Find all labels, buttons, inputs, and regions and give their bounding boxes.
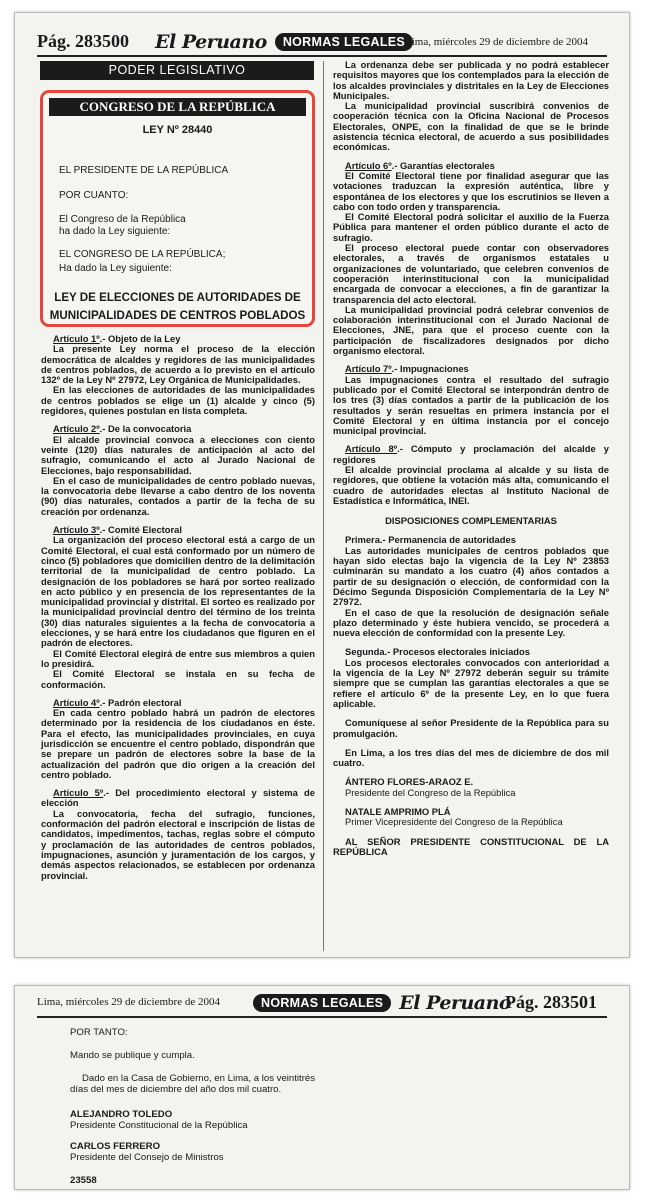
congress-banner: CONGRESO DE LA REPÚBLICA	[49, 98, 306, 116]
signatory-toledo: ALEJANDRO TOLEDO	[70, 1109, 173, 1120]
paragraph: En el caso de que la resolución de designación señale plazo determinado y éste hubiera vencido, se procederá a nueva elección de conformidad con la presente Ley.	[333, 606, 609, 639]
paragraph: El Comité Electoral elegirá de entre sus miembros a quien lo presidirá.	[41, 647, 315, 669]
paragraph: La municipalidad provincial suscribirá convenios de cooperación técnica con la Oficina Nacional de Procesos Electorales, ONPE, con la finalidad de que se le brinde asistencia técnica electoral, de acuerdo a sus posibilidades económicas.	[333, 100, 609, 153]
paragraph: En cada centro poblado habrá un padrón de electores determinado por la residencia de los ciudadanos en éste. Para el efecto, las municipalidades provinciales, en cuya jurisdicción se encuentre el centro poblado, dispondrán que se prepare un padrón de electores sobre la base de la actualización del padrón que dio origen a la creación del centro poblado.	[41, 707, 315, 780]
p2-brand-group	[253, 992, 511, 1014]
article-1-title: .- Objeto de la Ley	[99, 333, 181, 344]
document-code: 23558	[70, 1175, 97, 1186]
paragraph: Las impugnaciones contra el resultado del sufragio publicado por el Comité Electoral se interpondrán dentro de los tres (3) días contados a partir de la publicación de los resultados y serán resueltas en primera instancia por el Comité Electoral y en última instancia por el concejo municipal provincial.	[333, 373, 609, 437]
paragraph: La municipalidad provincial podrá celebrar convenios de colaboración interinstitucional con el Jurado Nacional de Elecciones, JNE, para que el proceso cuente con la participación de fiscalizadores designados por dicho organismo electoral.	[333, 303, 609, 357]
article-3-number: Artículo 3º	[53, 524, 100, 536]
article-8-heading	[333, 444, 609, 465]
congress-line-2: EL CONGRESO DE LA REPÚBLICA;	[59, 249, 226, 260]
mando-line: Mando se publique y cumpla.	[70, 1050, 195, 1061]
provision-1-heading: Primera.- Permanencia de autoridades	[345, 534, 516, 546]
article-3-title: .- Comité Electoral	[99, 524, 182, 536]
por-cuanto: POR CUANTO:	[59, 190, 129, 201]
addressee: AL SEÑOR PRESIDENTE CONSTITUCIONAL DE LA REPÚBLICA	[333, 835, 609, 857]
signatory-2-name: NATALE AMPRIMO PLÁ	[345, 806, 451, 817]
paragraph: En el caso de municipalidades de centro poblado nuevas, la convocatoria debe llevarse a cabo dentro de los noventa (90) días naturales, contados a partir de la fecha de su creación por ordenanza.	[41, 474, 315, 517]
paragraph: El proceso electoral puede contar con observadores electorales, a través de organismos estatales u organizaciones de voluntariado, que celebren convenios de cooperación interinstitucional con la municipalidad encargada de convocar a elecciones, a fin de garantizar la transparencia del acto electoral.	[333, 242, 609, 305]
column-divider	[323, 61, 324, 951]
page-number: Pág. 283501	[505, 992, 597, 1012]
p2-page-wrap	[505, 992, 597, 1013]
congress-line: El Congreso de la República	[59, 214, 186, 225]
law-header-box	[40, 90, 315, 327]
paragraph: El alcalde provincial convoca a elecciones con ciento veinte (120) días naturales de anticipación al acto del sufragio, comunicando el acto al Jurado Nacional de Elecciones, bajo responsabilidad.	[41, 433, 315, 476]
role-toledo: Presidente Constitucional de la República	[70, 1120, 248, 1131]
left-column	[41, 326, 315, 881]
paragraph: La convocatoria, fecha del sufragio, funciones, conformación del padrón electoral e inscripción de listas de candidatos, impedimentos, tachas, reglas sobre el cómputo y proclamación de las autoridades de centros poblados, impugnaciones, asunción y juramentación de los cargos, y demás aspectos relacionados, se establecen por ordenanza provincial.	[41, 807, 315, 881]
section-banner: PODER LEGISLATIVO	[40, 61, 314, 80]
right-column	[333, 60, 609, 857]
article-1-number: Artículo 1º	[53, 333, 100, 344]
article-2-number: Artículo 2º	[53, 423, 100, 435]
article-2-title: .- De la convocatoria	[99, 423, 192, 435]
article-4-number: Artículo 4º	[53, 696, 100, 708]
signatory-2-title: Primer Vicepresidente del Congreso de la República	[345, 816, 563, 828]
date-line: En Lima, a los tres días del mes de diciembre de dos mil cuatro.	[333, 746, 609, 769]
article-8-title: .- Cómputo y proclamación del alcalde y regidores	[333, 443, 609, 465]
header-date: Lima, miércoles 29 de diciembre de 2004	[37, 996, 220, 1008]
por-tanto: POR TANTO:	[70, 1027, 128, 1038]
paragraph: En las elecciones de autoridades de las municipalidades de centros poblados se elige un (1) alcalde y cinco (5) regidores, quienes postulan en lista completa.	[41, 384, 315, 417]
section-badge: NORMAS LEGALES	[275, 33, 413, 51]
newspaper-page-283501	[14, 985, 630, 1190]
signatory-1-name: ÁNTERO FLORES-ARAOZ E.	[345, 776, 474, 788]
law-title: LEY DE ELECCIONES DE AUTORIDADES DE MUNICIPALIDADES DE CENTROS POBLADOS	[49, 291, 306, 322]
article-4-title: .- Padrón electoral	[99, 696, 182, 708]
dado-line: Dado en la Casa de Gobierno, en Lima, a los veintitrés días del mes de diciembre del año dos mil cuatro.	[70, 1073, 316, 1095]
article-7-number: Artículo 7º	[345, 363, 392, 375]
header-date-wrap	[405, 36, 588, 48]
page-header	[37, 31, 129, 52]
paragraph: La organización del proceso electoral está a cargo de un Comité Electoral, el cual está conformado por un número de cinco (5) pobladores que domicilien dentro de la delimitación territorial de la municipalidad de centro poblado. La designación de los pobladores se hará por sorteo realizado en acto público y en presencia de los representantes de la municipalidad provincial y distrital. El sorteo es realizado por la municipalidad provincial dentro del término de los treinta (30) días naturales siguientes a la fecha de convocatoria a elecciones, y se hará entre los ciudadanos que figuren en el padrón de electores.	[41, 534, 315, 649]
page-number: Pág. 283500	[37, 31, 129, 51]
complementary-provisions-heading: DISPOSICIONES COMPLEMENTARIAS	[385, 515, 557, 527]
paragraph: Las autoridades municipales de centros poblados que hayan sido electas bajo la vigencia de la Ley Nº 23853 culminarán su mandato a los cuatro (4) años contados a partir de su designación o elección, de conformidad con la Décimo Segunda Disposición Complementaria de la Ley Nº 27972.	[333, 544, 609, 608]
newspaper-page-283500	[14, 12, 630, 958]
ha-dado-line-2: Ha dado la Ley siguiente:	[59, 263, 172, 274]
ha-dado-line: ha dado la Ley siguiente:	[59, 226, 171, 237]
president-line: EL PRESIDENTE DE LA REPÚBLICA	[59, 165, 229, 176]
article-6-title: .- Garantías electorales	[391, 159, 495, 171]
header-rule	[37, 1016, 607, 1018]
paragraph: El Comité Electoral tiene por finalidad asegurar que las votaciones traduzcan la expresión auténtica, libre y espontánea de los electores y que los escrutinios se lleven a cabo con todo orden y transparencia.	[333, 169, 609, 212]
provision-2-heading: Segunda.- Procesos electorales iniciados	[345, 646, 530, 658]
paragraph: El Comité Electoral se instala en su fecha de conformación.	[41, 668, 315, 690]
el-peruano-logo: El Peruano	[155, 31, 267, 53]
article-7-title: .- Impugnaciones	[391, 363, 469, 375]
role-ferrero: Presidente del Consejo de Ministros	[70, 1152, 224, 1163]
law-number: LEY Nº 28440	[142, 124, 213, 136]
paragraph: El Comité Electoral podrá solicitar el auxilio de la Fuerza Pública para mantener el orden público durante el acto de sufragio.	[333, 211, 609, 243]
header-rule	[37, 55, 607, 57]
paragraph: El alcalde provincial proclama al alcalde y su lista de regidores, que obtiene la votación más alta, comunicando el cuadro de autoridades electas al Instituto Nacional de Estadística e Informática, INEI.	[333, 463, 609, 506]
header-date: Lima, miércoles 29 de diciembre de 2004	[405, 36, 588, 48]
section-badge: NORMAS LEGALES	[253, 994, 391, 1012]
article-5-heading	[41, 788, 315, 809]
communication-line: Comuníquese al señor Presidente de la República para su promulgación.	[333, 717, 609, 739]
article-5-title: .- Del procedimiento electoral y sistema de elección	[41, 787, 315, 809]
paragraph: Los procesos electorales convocados con anterioridad a la vigencia de la Ley Nº 27972 deberán seguir su trámite siempre que se cumplan las garantías electorales a que se refiere el artículo 6º de la presente Ley, en lo que fuera aplicable.	[333, 656, 609, 709]
article-6-number: Artículo 6º	[345, 159, 392, 171]
article-8-number: Artículo 8º	[345, 443, 398, 455]
signatory-ferrero: CARLOS FERRERO	[70, 1141, 161, 1152]
paragraph: La presente Ley norma el proceso de la elección democrática de alcaldes y regidores de las municipalidades de centros poblados, de acuerdo a lo previsto en el artículo 132º de la Ley Nº 27972, Ley Orgánica de Municipalidades.	[41, 343, 315, 386]
article-5-number: Artículo 5º	[53, 787, 104, 799]
el-peruano-logo: El Peruano	[399, 992, 512, 1014]
p2-date-wrap	[37, 996, 220, 1008]
header-brand-group	[155, 31, 413, 53]
paragraph: La ordenanza debe ser publicada y no podrá establecer requisitos mayores que los contemplados para la elección de los alcaldes provinciales y distritales en la Ley de Elecciones Municipales.	[333, 59, 609, 101]
signatory-1-title: Presidente del Congreso de la República	[345, 786, 516, 798]
